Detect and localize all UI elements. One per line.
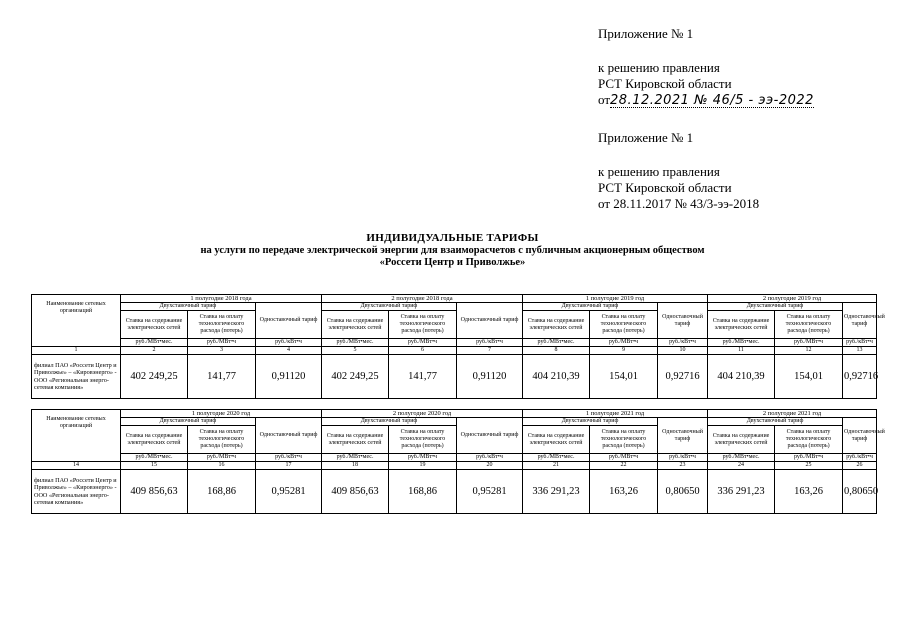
tariff-table-2018-2019 bbox=[31, 294, 885, 399]
unit-maint: руб./МВт•мес. bbox=[121, 339, 188, 347]
two-part-header: Двухставочный тариф bbox=[322, 418, 457, 426]
loss-rate-header: Ставка на оплату технологического расхода (потерь) bbox=[590, 426, 658, 454]
col-number: 23 bbox=[658, 462, 708, 470]
value-cell: 0,91120 bbox=[256, 355, 322, 399]
value-cell: 402 249,25 bbox=[322, 355, 389, 399]
table-row bbox=[32, 355, 877, 399]
name-header: Наименование сетевых организаций bbox=[32, 410, 121, 462]
col-number: 21 bbox=[523, 462, 590, 470]
unit-single: руб./кВт•ч bbox=[457, 339, 523, 347]
loss-rate-header: Ставка на оплату технологического расхода (потерь) bbox=[188, 311, 256, 339]
handwritten-date-text: 28.12.2021 № 46/5 - ээ-2022 bbox=[610, 93, 814, 108]
loss-rate-header: Ставка на оплату технологического расхода (потерь) bbox=[389, 426, 457, 454]
single-rate-header: Одноставочный тариф bbox=[256, 303, 322, 339]
value-cell: 409 856,63 bbox=[322, 470, 389, 514]
col-number: 8 bbox=[523, 347, 590, 355]
single-rate-header: Одноставочный тариф bbox=[457, 303, 523, 339]
col-number: 19 bbox=[389, 462, 457, 470]
value-cell: 154,01 bbox=[590, 355, 658, 399]
period-header: 1 полугодие 2019 год bbox=[523, 295, 708, 303]
loss-rate-header: Ставка на оплату технологического расхода (потерь) bbox=[188, 426, 256, 454]
col-number: 26 bbox=[843, 462, 877, 470]
unit-loss: руб./МВт•ч bbox=[775, 454, 843, 462]
col-number: 4 bbox=[256, 347, 322, 355]
single-rate-header: Одноставочный тариф bbox=[658, 303, 708, 339]
maint-rate-header: Ставка на содержание электрических сетей bbox=[121, 311, 188, 339]
single-rate-header: Одноставочный тариф bbox=[457, 418, 523, 454]
unit-single: руб./кВт•ч bbox=[256, 339, 322, 347]
col-number: 24 bbox=[708, 462, 775, 470]
title-sub1: на услуги по передаче электрической энергии для взаиморасчетов с публичным акционерным обществом bbox=[200, 245, 705, 256]
value-cell: 154,01 bbox=[775, 355, 843, 399]
value-cell: 163,26 bbox=[775, 470, 843, 514]
col-number: 1 bbox=[32, 347, 121, 355]
appendix-new-title: Приложение № 1 bbox=[598, 26, 694, 41]
single-rate-header: Одноставочный тариф bbox=[658, 418, 708, 454]
col-number: 2 bbox=[121, 347, 188, 355]
unit-maint: руб./МВт•мес. bbox=[121, 454, 188, 462]
title-main: ИНДИВИДУАЛЬНЫЕ ТАРИФЫ bbox=[366, 232, 539, 244]
single-rate-header: Одноставочный тариф bbox=[256, 418, 322, 454]
col-number: 22 bbox=[590, 462, 658, 470]
maint-rate-header: Ставка на содержание электрических сетей bbox=[708, 311, 775, 339]
value-cell: 402 249,25 bbox=[121, 355, 188, 399]
maint-rate-header: Ставка на содержание электрических сетей bbox=[523, 311, 590, 339]
column-number-row bbox=[32, 462, 877, 470]
appendix-old-decision: к решению правления bbox=[598, 164, 720, 179]
value-cell: 409 856,63 bbox=[121, 470, 188, 514]
unit-single: руб./кВт•ч bbox=[843, 454, 877, 462]
value-cell: 0,80650 bbox=[843, 470, 877, 514]
period-header: 2 полугодие 2021 год bbox=[708, 410, 877, 418]
unit-single: руб./кВт•ч bbox=[256, 454, 322, 462]
appendix-old-authority: РСТ Кировской области bbox=[598, 180, 732, 195]
value-cell: 0,80650 bbox=[658, 470, 708, 514]
value-cell: 404 210,39 bbox=[523, 355, 590, 399]
appendix-old-date: от 28.11.2017 № 43/3-ээ-2018 bbox=[598, 196, 760, 211]
appendix-new-date-prefix: от bbox=[598, 92, 611, 107]
period-header: 2 полугодие 2019 год bbox=[708, 295, 877, 303]
unit-loss: руб./МВт•ч bbox=[188, 454, 256, 462]
org-name: филиал ПАО «Россети Центр и Приволжье» – «Кировэнерго» - ООО «Региональная энерго-сетевая компания» bbox=[32, 355, 121, 399]
value-cell: 404 210,39 bbox=[708, 355, 775, 399]
appendix-old-title: Приложение № 1 bbox=[598, 130, 694, 145]
value-cell: 141,77 bbox=[389, 355, 457, 399]
col-number: 3 bbox=[188, 347, 256, 355]
loss-rate-header: Ставка на оплату технологического расхода (потерь) bbox=[590, 311, 658, 339]
value-cell: 168,86 bbox=[188, 470, 256, 514]
col-number: 9 bbox=[590, 347, 658, 355]
col-number: 13 bbox=[843, 347, 877, 355]
col-number: 5 bbox=[322, 347, 389, 355]
unit-maint: руб./МВт•мес. bbox=[523, 454, 590, 462]
col-number: 12 bbox=[775, 347, 843, 355]
period-header: 2 полугодие 2018 года bbox=[322, 295, 523, 303]
tariff-table-2020-2021 bbox=[31, 409, 885, 514]
unit-single: руб./кВт•ч bbox=[658, 454, 708, 462]
two-part-header: Двухставочный тариф bbox=[523, 303, 658, 311]
appendix-new-decision: к решению правления bbox=[598, 60, 720, 75]
title-sub2: «Россети Центр и Приволжье» bbox=[379, 257, 526, 268]
unit-loss: руб./МВт•ч bbox=[590, 339, 658, 347]
period-header: 1 полугодие 2021 год bbox=[523, 410, 708, 418]
period-header: 2 полугодие 2020 год bbox=[322, 410, 523, 418]
two-part-header: Двухставочный тариф bbox=[121, 303, 256, 311]
unit-loss: руб./МВт•ч bbox=[389, 339, 457, 347]
two-part-header: Двухставочный тариф bbox=[322, 303, 457, 311]
col-number: 25 bbox=[775, 462, 843, 470]
unit-loss: руб./МВт•ч bbox=[775, 339, 843, 347]
appendix-new-authority: РСТ Кировской области bbox=[598, 76, 732, 91]
loss-rate-header: Ставка на оплату технологического расхода (потерь) bbox=[775, 426, 843, 454]
loss-rate-header: Ставка на оплату технологического расхода (потерь) bbox=[389, 311, 457, 339]
col-number: 14 bbox=[32, 462, 121, 470]
two-part-header: Двухставочный тариф bbox=[121, 418, 256, 426]
single-rate-header: Одноставочный тариф bbox=[843, 418, 877, 454]
value-cell: 0,95281 bbox=[457, 470, 523, 514]
col-number: 11 bbox=[708, 347, 775, 355]
unit-maint: руб./МВт•мес. bbox=[708, 454, 775, 462]
period-header: 1 полугодие 2020 год bbox=[121, 410, 322, 418]
table-row bbox=[32, 470, 877, 514]
unit-maint: руб./МВт•мес. bbox=[322, 454, 389, 462]
value-cell: 336 291,23 bbox=[708, 470, 775, 514]
two-part-header: Двухставочный тариф bbox=[523, 418, 658, 426]
maint-rate-header: Ставка на содержание электрических сетей bbox=[322, 426, 389, 454]
two-part-header: Двухставочный тариф bbox=[708, 418, 843, 426]
column-number-row bbox=[32, 347, 877, 355]
maint-rate-header: Ставка на содержание электрических сетей bbox=[708, 426, 775, 454]
single-rate-header: Одноставочный тариф bbox=[843, 303, 877, 339]
col-number: 10 bbox=[658, 347, 708, 355]
value-cell: 0,91120 bbox=[457, 355, 523, 399]
value-cell: 0,92716 bbox=[843, 355, 877, 399]
col-number: 15 bbox=[121, 462, 188, 470]
value-cell: 0,95281 bbox=[256, 470, 322, 514]
col-number: 18 bbox=[322, 462, 389, 470]
unit-single: руб./кВт•ч bbox=[843, 339, 877, 347]
col-number: 7 bbox=[457, 347, 523, 355]
value-cell: 168,86 bbox=[389, 470, 457, 514]
two-part-header: Двухставочный тариф bbox=[708, 303, 843, 311]
unit-loss: руб./МВт•ч bbox=[590, 454, 658, 462]
value-cell: 163,26 bbox=[590, 470, 658, 514]
value-cell: 141,77 bbox=[188, 355, 256, 399]
unit-single: руб./кВт•ч bbox=[457, 454, 523, 462]
col-number: 20 bbox=[457, 462, 523, 470]
appendix-old bbox=[598, 130, 759, 212]
unit-single: руб./кВт•ч bbox=[658, 339, 708, 347]
maint-rate-header: Ставка на содержание электрических сетей bbox=[322, 311, 389, 339]
unit-maint: руб./МВт•мес. bbox=[523, 339, 590, 347]
name-header: Наименование сетевых организаций bbox=[32, 295, 121, 347]
value-cell: 0,92716 bbox=[658, 355, 708, 399]
org-name: филиал ПАО «Россети Центр и Приволжье» – «Кировэнерго» - ООО «Региональная энерго-сетевая компания» bbox=[32, 470, 121, 514]
unit-maint: руб./МВт•мес. bbox=[708, 339, 775, 347]
unit-maint: руб./МВт•мес. bbox=[322, 339, 389, 347]
loss-rate-header: Ставка на оплату технологического расхода (потерь) bbox=[775, 311, 843, 339]
col-number: 6 bbox=[389, 347, 457, 355]
period-header: 1 полугодие 2018 года bbox=[121, 295, 322, 303]
maint-rate-header: Ставка на содержание электрических сетей bbox=[121, 426, 188, 454]
appendix-new bbox=[598, 26, 814, 109]
handwritten-date bbox=[610, 92, 814, 109]
value-cell: 336 291,23 bbox=[523, 470, 590, 514]
maint-rate-header: Ставка на содержание электрических сетей bbox=[523, 426, 590, 454]
col-number: 17 bbox=[256, 462, 322, 470]
appendix-new-date bbox=[598, 92, 814, 109]
document-title bbox=[0, 232, 905, 269]
unit-loss: руб./МВт•ч bbox=[188, 339, 256, 347]
unit-loss: руб./МВт•ч bbox=[389, 454, 457, 462]
col-number: 16 bbox=[188, 462, 256, 470]
